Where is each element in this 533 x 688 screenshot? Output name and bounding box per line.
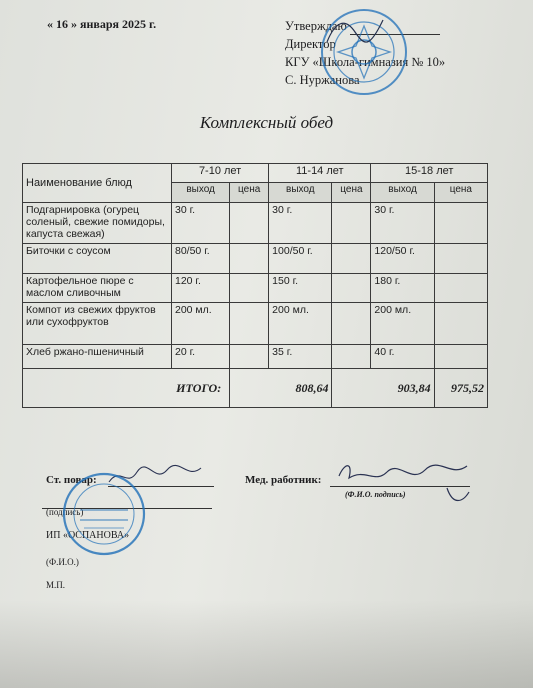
med-fio-caption: (Ф.И.О. подпись): [345, 490, 406, 499]
med-label: Мед. работник:: [245, 474, 322, 486]
sub-out: выход: [172, 183, 230, 203]
dish-name: Хлеб ржано-пшеничный: [23, 345, 172, 369]
age-group-3: 15-18 лет: [371, 164, 488, 183]
sub-out: выход: [269, 183, 332, 203]
total-3: 975,52: [434, 369, 487, 408]
table-row: [23, 203, 488, 244]
menu-title: Комплексный обед: [199, 113, 334, 132]
sub-price: цена: [434, 183, 487, 203]
age-group-2: 11-14 лет: [269, 164, 371, 183]
fio-caption: (Ф.И.О.): [46, 557, 79, 567]
photo-shadow: [0, 600, 533, 688]
menu-date: « 16 » января 2025 г.: [47, 17, 157, 31]
director-name: С. Нуржанова: [285, 73, 360, 87]
total-row: [23, 369, 488, 408]
portion-3: 30 г.: [371, 203, 434, 244]
age-group-1: 7-10 лет: [172, 164, 269, 183]
org-name: ИП «ОСПАНОВА»: [46, 530, 130, 541]
mp-caption: М.П.: [46, 580, 66, 590]
portion-1: 120 г.: [172, 274, 230, 303]
portion-1: 20 г.: [172, 345, 230, 369]
portion-3: 120/50 г.: [371, 244, 434, 274]
total-1: 808,64: [230, 369, 332, 408]
portion-2: 35 г.: [269, 345, 332, 369]
menu-table: [22, 163, 488, 408]
dish-name: Биточки с соусом: [23, 244, 172, 274]
sign-caption: (подпись): [46, 507, 84, 517]
portion-3: 40 г.: [371, 345, 434, 369]
portion-1: 80/50 г.: [172, 244, 230, 274]
ip-stamp: [60, 470, 148, 558]
table-row: [23, 303, 488, 345]
col-dish-name: Наименование блюд: [23, 164, 172, 203]
cook-label: Ст. повар:: [46, 474, 97, 486]
portion-1: 200 мл.: [172, 303, 230, 345]
director-signature: [325, 12, 385, 52]
table-row: [23, 345, 488, 369]
total-label: ИТОГО:: [23, 369, 230, 408]
dish-name: Компот из свежих фруктов или сухофруктов: [23, 303, 172, 345]
portion-3: 200 мл.: [371, 303, 434, 345]
total-2: 903,84: [332, 369, 434, 408]
portion-1: 30 г.: [172, 203, 230, 244]
portion-2: 100/50 г.: [269, 244, 332, 274]
table-row: [23, 274, 488, 303]
portion-2: 200 мл.: [269, 303, 332, 345]
director-title: Директор: [285, 37, 336, 51]
med-signature: [335, 458, 475, 508]
school-name: КГУ «Школа-гимназия № 10»: [285, 55, 446, 69]
portion-2: 30 г.: [269, 203, 332, 244]
table-row: [23, 244, 488, 274]
dish-name: Картофельное пюре с маслом сливочным: [23, 274, 172, 303]
sub-out: выход: [371, 183, 434, 203]
approve-label: Утверждаю: [285, 19, 347, 33]
sub-price: цена: [332, 183, 371, 203]
portion-3: 180 г.: [371, 274, 434, 303]
dish-name: Подгарнировка (огурец соленый, свежие помидоры, капуста свежая): [23, 203, 172, 244]
sub-price: цена: [230, 183, 269, 203]
portion-2: 150 г.: [269, 274, 332, 303]
